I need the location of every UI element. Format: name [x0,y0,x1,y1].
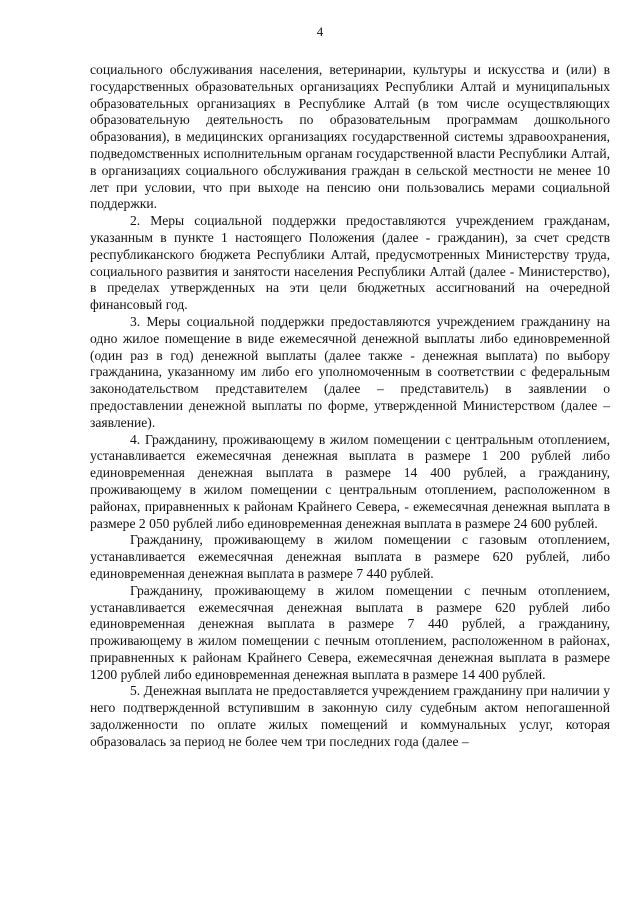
paragraph-continuation: социального обслуживания населения, ветеринарии, культуры и искусства и (или) в государственных образовательных организациях Республики Алтай и муниципальных образовательных организациях в Республике Алтай (в том числе осуществляющих образовательную деятельность по образовательным программам дошкольного образования), в медицинских организациях государственной системы здравоохранения, подведомственных исполнительным органам государственной власти Республики Алтай, в организациях социального обслуживания граждан в сельской местности не менее 10 лет при условии, что при выходе на пенсию они пользовались мерами социальной поддержки. [90,62,610,212]
paragraph-item-4: 4. Гражданину, проживающему в жилом помещении с центральным отоплением, устанавливается ежемесячная денежная выплата в размере 1 200 рублей либо единовременная денежная выплата в размере 14 400 рублей, а гражданину, проживающему в жилом помещении с центральным отоплением, расположенном в районах, приравненных к районам Крайнего Севера, - ежемесячная денежная выплата в размере 2 050 рублей либо единовременная денежная выплата в размере 24 600 рублей. [90,431,610,531]
page-number: 4 [316,24,324,39]
document-body [90,62,610,751]
paragraph-stove-heating: Гражданину, проживающему в жилом помещении с печным отоплением, устанавливается ежемесячная денежная выплата в размере 620 рублей либо единовременная денежная выплата в размере 7 440 рублей, а гражданину, проживающему в жилом помещении с печным отоплением, расположенном в районах, приравненных к районам Крайнего Севера, ежемесячная денежная выплата в размере 1200 рублей либо единовременная денежная выплата в размере 14 400 рублей. [90,582,610,682]
paragraph-item-3: 3. Меры социальной поддержки предоставляются учреждением гражданину на одно жилое помещение в виде ежемесячной денежной выплаты либо единовременной (один раз в год) денежной выплаты (далее также - денежная выплата) по выбору гражданина, указанному им либо его уполномоченным в соответствии с федеральным законодательством представителем (далее – представитель) в заявлении о предоставлении денежной выплаты по форме, утвержденной Министерством (далее – заявление). [90,313,610,430]
paragraph-gas-heating: Гражданину, проживающему в жилом помещении с газовым отоплением, устанавливается ежемесячная денежная выплата в размере 620 рублей, либо единовременная денежная выплата в размере 7 440 рублей. [90,532,610,581]
paragraph-item-5: 5. Денежная выплата не предоставляется учреждением гражданину при наличии у него подтвержденной вступившим в законную силу судебным актом непогашенной задолженности по оплате жилых помещений и коммунальных услуг, которая образовалась за период не более чем три последних года (далее – [90,683,610,749]
paragraph-item-2: 2. Меры социальной поддержки предоставляются учреждением гражданам, указанным в пункте 1 настоящего Положения (далее - гражданин), за счет средств республиканского бюджета Республики Алтай, предусмотренных Министерству труда, социального развития и занятости населения Республики Алтай (далее - Министерство), в пределах утвержденных на эти цели бюджетных ассигнований на очередной финансовый год. [90,213,610,313]
